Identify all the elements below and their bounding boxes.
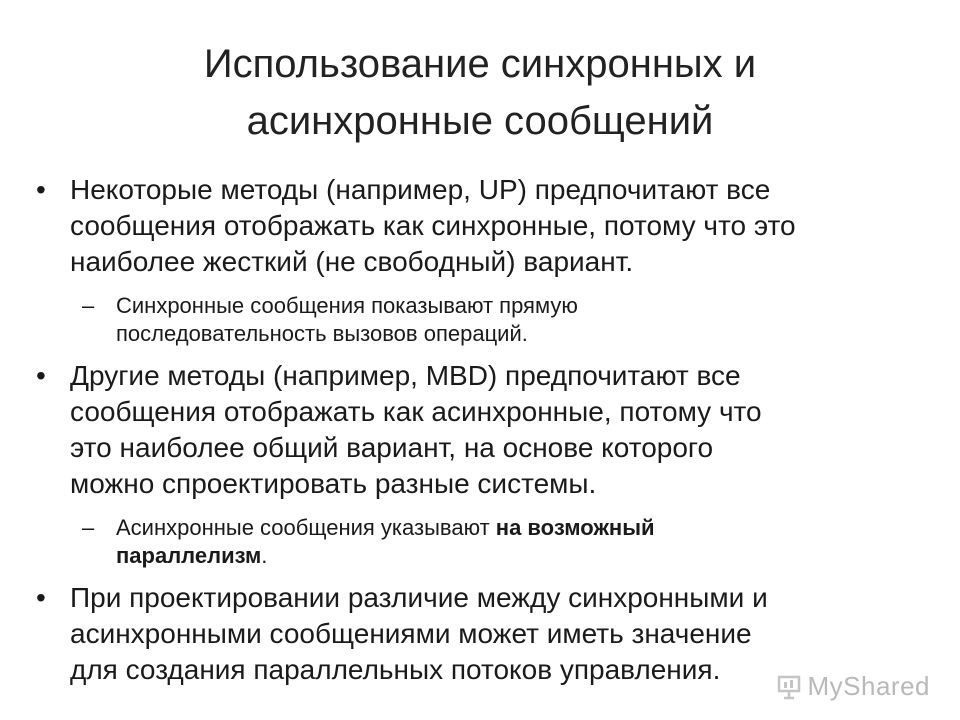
sub-bullet-2-line-1 [116,514,916,542]
bullet-marker: • [36,174,46,205]
bullet-1-line-2: сообщения отображать как синхронные, потому что это [70,210,796,241]
bullet-2 [36,358,916,502]
sub-bullet-1 [36,292,916,348]
bullet-marker: • [36,360,46,391]
bullet-2-line-4: можно спроектировать разные системы. [70,468,597,499]
bullet-1-line-1: Некоторые методы (например, UP) предпочитают все [70,174,771,205]
bullet-3-line-2: асинхронными сообщениями может иметь значение [70,618,752,649]
sub-bullet-1-line-2: последовательность вызовов операций. [116,321,528,346]
dash-marker: – [82,515,95,540]
bullet-marker: • [36,582,46,613]
sub-bullet-2-text: Асинхронные сообщения указывают [116,515,496,540]
bullet-3-line-3: для создания параллельных потоков управления. [70,654,721,685]
watermark [776,671,931,702]
sub-bullet-2-bold-1: на возможный [495,515,655,540]
slide-title [60,36,900,150]
bullet-1-line-3: наиболее жесткий (не свободный) вариант. [70,246,634,277]
bullet-3-line-1: При проектировании различие между синхронными и [70,582,768,613]
slide-body [36,172,916,700]
watermark-text: MyShared [807,671,930,701]
dash-marker: – [82,293,95,318]
bullet-2-line-3: это наиболее общий вариант, на основе которого [70,432,714,463]
presentation-board-icon [776,674,802,700]
sub-bullet-2-line-2 [116,542,916,570]
bullet-1 [36,172,916,280]
sub-bullet-2-period: . [261,543,268,568]
sub-bullet-1-line-1: Синхронные сообщения показывают прямую [116,293,578,318]
bullet-2-line-2: сообщения отображать как асинхронные, потому что [70,396,762,427]
slide-title-line-1: Использование синхронных и [203,42,757,86]
bullet-2-line-1: Другие методы (например, MBD) предпочитают все [70,360,741,391]
sub-bullet-2 [36,514,916,570]
sub-bullet-2-bold-2: параллелизм [116,543,262,568]
slide-title-line-2: асинхронные сообщений [246,99,714,143]
